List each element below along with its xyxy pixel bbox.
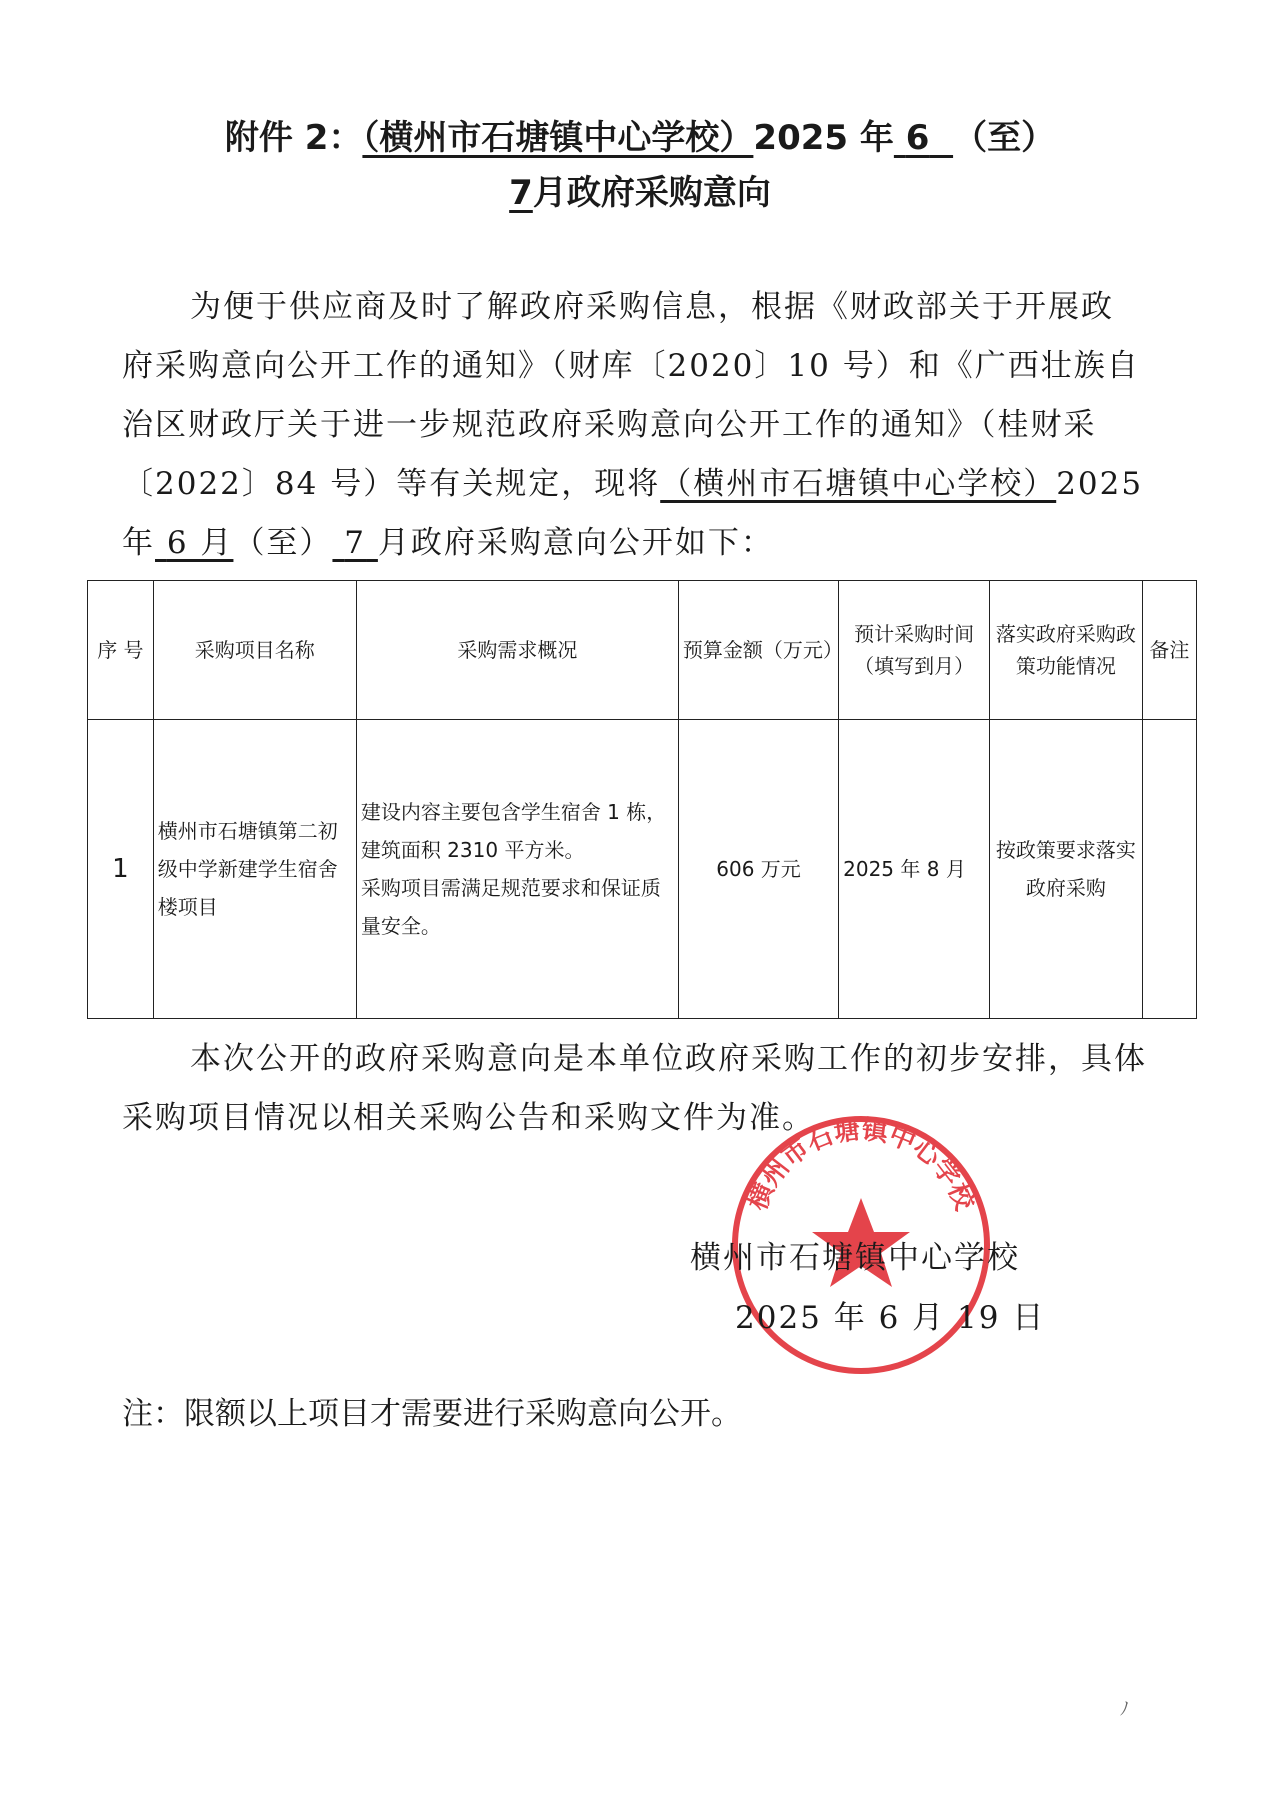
- title-month-from: 6: [905, 118, 930, 158]
- scan-speck: ﾉ: [1120, 1699, 1129, 1720]
- cell-no: 1: [88, 720, 154, 1019]
- header-note: 备注: [1142, 581, 1196, 720]
- signature-org: 横州市石塘镇中心学校: [690, 1240, 1020, 1276]
- intro-line4: 〔2022〕84 号）等有关规定，现将（横州市石塘镇中心学校）2025: [122, 466, 1144, 502]
- closing-line2: 采购项目情况以相关采购公告和采购文件为准。: [122, 1100, 815, 1136]
- intro-line2: 府采购意向公开工作的通知》（财库〔2020〕10 号）和《广西壮族自: [122, 348, 1140, 384]
- header-time: 预计采购时间（填写到月）: [839, 581, 990, 720]
- intro-org: （横州市石塘镇中心学校）: [660, 466, 1057, 502]
- cell-budget: 606 万元: [678, 720, 838, 1019]
- intro-month-to: 7: [344, 525, 367, 561]
- cell-desc-line1: 建设内容主要包含学生宿舍 1 栋，建筑面积 2310 平方米。: [360, 800, 667, 862]
- title-org: （横州市石塘镇中心学校）: [362, 118, 754, 158]
- cell-desc: [356, 720, 678, 1019]
- closing-line1: 本次公开的政府采购意向是本单位政府采购工作的初步安排，具体: [190, 1041, 1147, 1077]
- intro-paragraph-cont: [122, 337, 1172, 573]
- intro-line5: 年 6 月（至） 7 月政府采购意向公开如下：: [122, 525, 774, 561]
- procurement-table: [87, 580, 1197, 1019]
- cell-policy: 按政策要求落实政府采购: [990, 720, 1143, 1019]
- title-month-to: 7: [509, 173, 533, 213]
- intro-line1: 为便于供应商及时了解政府采购信息，根据《财政部关于开展政: [190, 289, 1114, 325]
- title-prefix: 附件 2：: [224, 118, 363, 158]
- intro-paragraph: [122, 278, 1172, 337]
- header-policy: 落实政府采购政策功能情况: [990, 581, 1143, 720]
- title-suffix: 月政府采购意向: [532, 173, 771, 213]
- footnote: 注：限额以上项目才需要进行采购意向公开。: [122, 1396, 742, 1432]
- header-desc: 采购需求概况: [356, 581, 678, 720]
- closing-paragraph-cont: [122, 1089, 1172, 1148]
- intro-line3: 治区财政厅关于进一步规范政府采购意向公开工作的通知》（桂财采: [122, 407, 1097, 443]
- header-budget: 预算金额（万元）: [678, 581, 838, 720]
- intro-month-from: 6 月: [166, 525, 234, 561]
- cell-note: [1142, 720, 1196, 1019]
- document-title-line1: [100, 110, 1180, 159]
- header-no: 序 号: [88, 581, 154, 720]
- title-year: 2025 年: [753, 118, 894, 158]
- title-to: （至）: [953, 118, 1056, 158]
- closing-paragraph: [122, 1030, 1172, 1089]
- cell-desc-line2: 采购项目需满足规范要求和保证质量安全。: [360, 876, 661, 938]
- header-name: 采购项目名称: [153, 581, 356, 720]
- document-title-line2: [100, 165, 1180, 214]
- signature-date: 2025 年 6 月 19 日: [735, 1300, 1046, 1336]
- table-header-row: [88, 581, 1197, 720]
- table-row: [88, 720, 1197, 1019]
- cell-name: 横州市石塘镇第二初级中学新建学生宿舍楼项目: [153, 720, 356, 1019]
- cell-time: 2025 年 8 月: [839, 720, 990, 1019]
- seal-text: 横州市石塘镇中心学校: [742, 1115, 980, 1215]
